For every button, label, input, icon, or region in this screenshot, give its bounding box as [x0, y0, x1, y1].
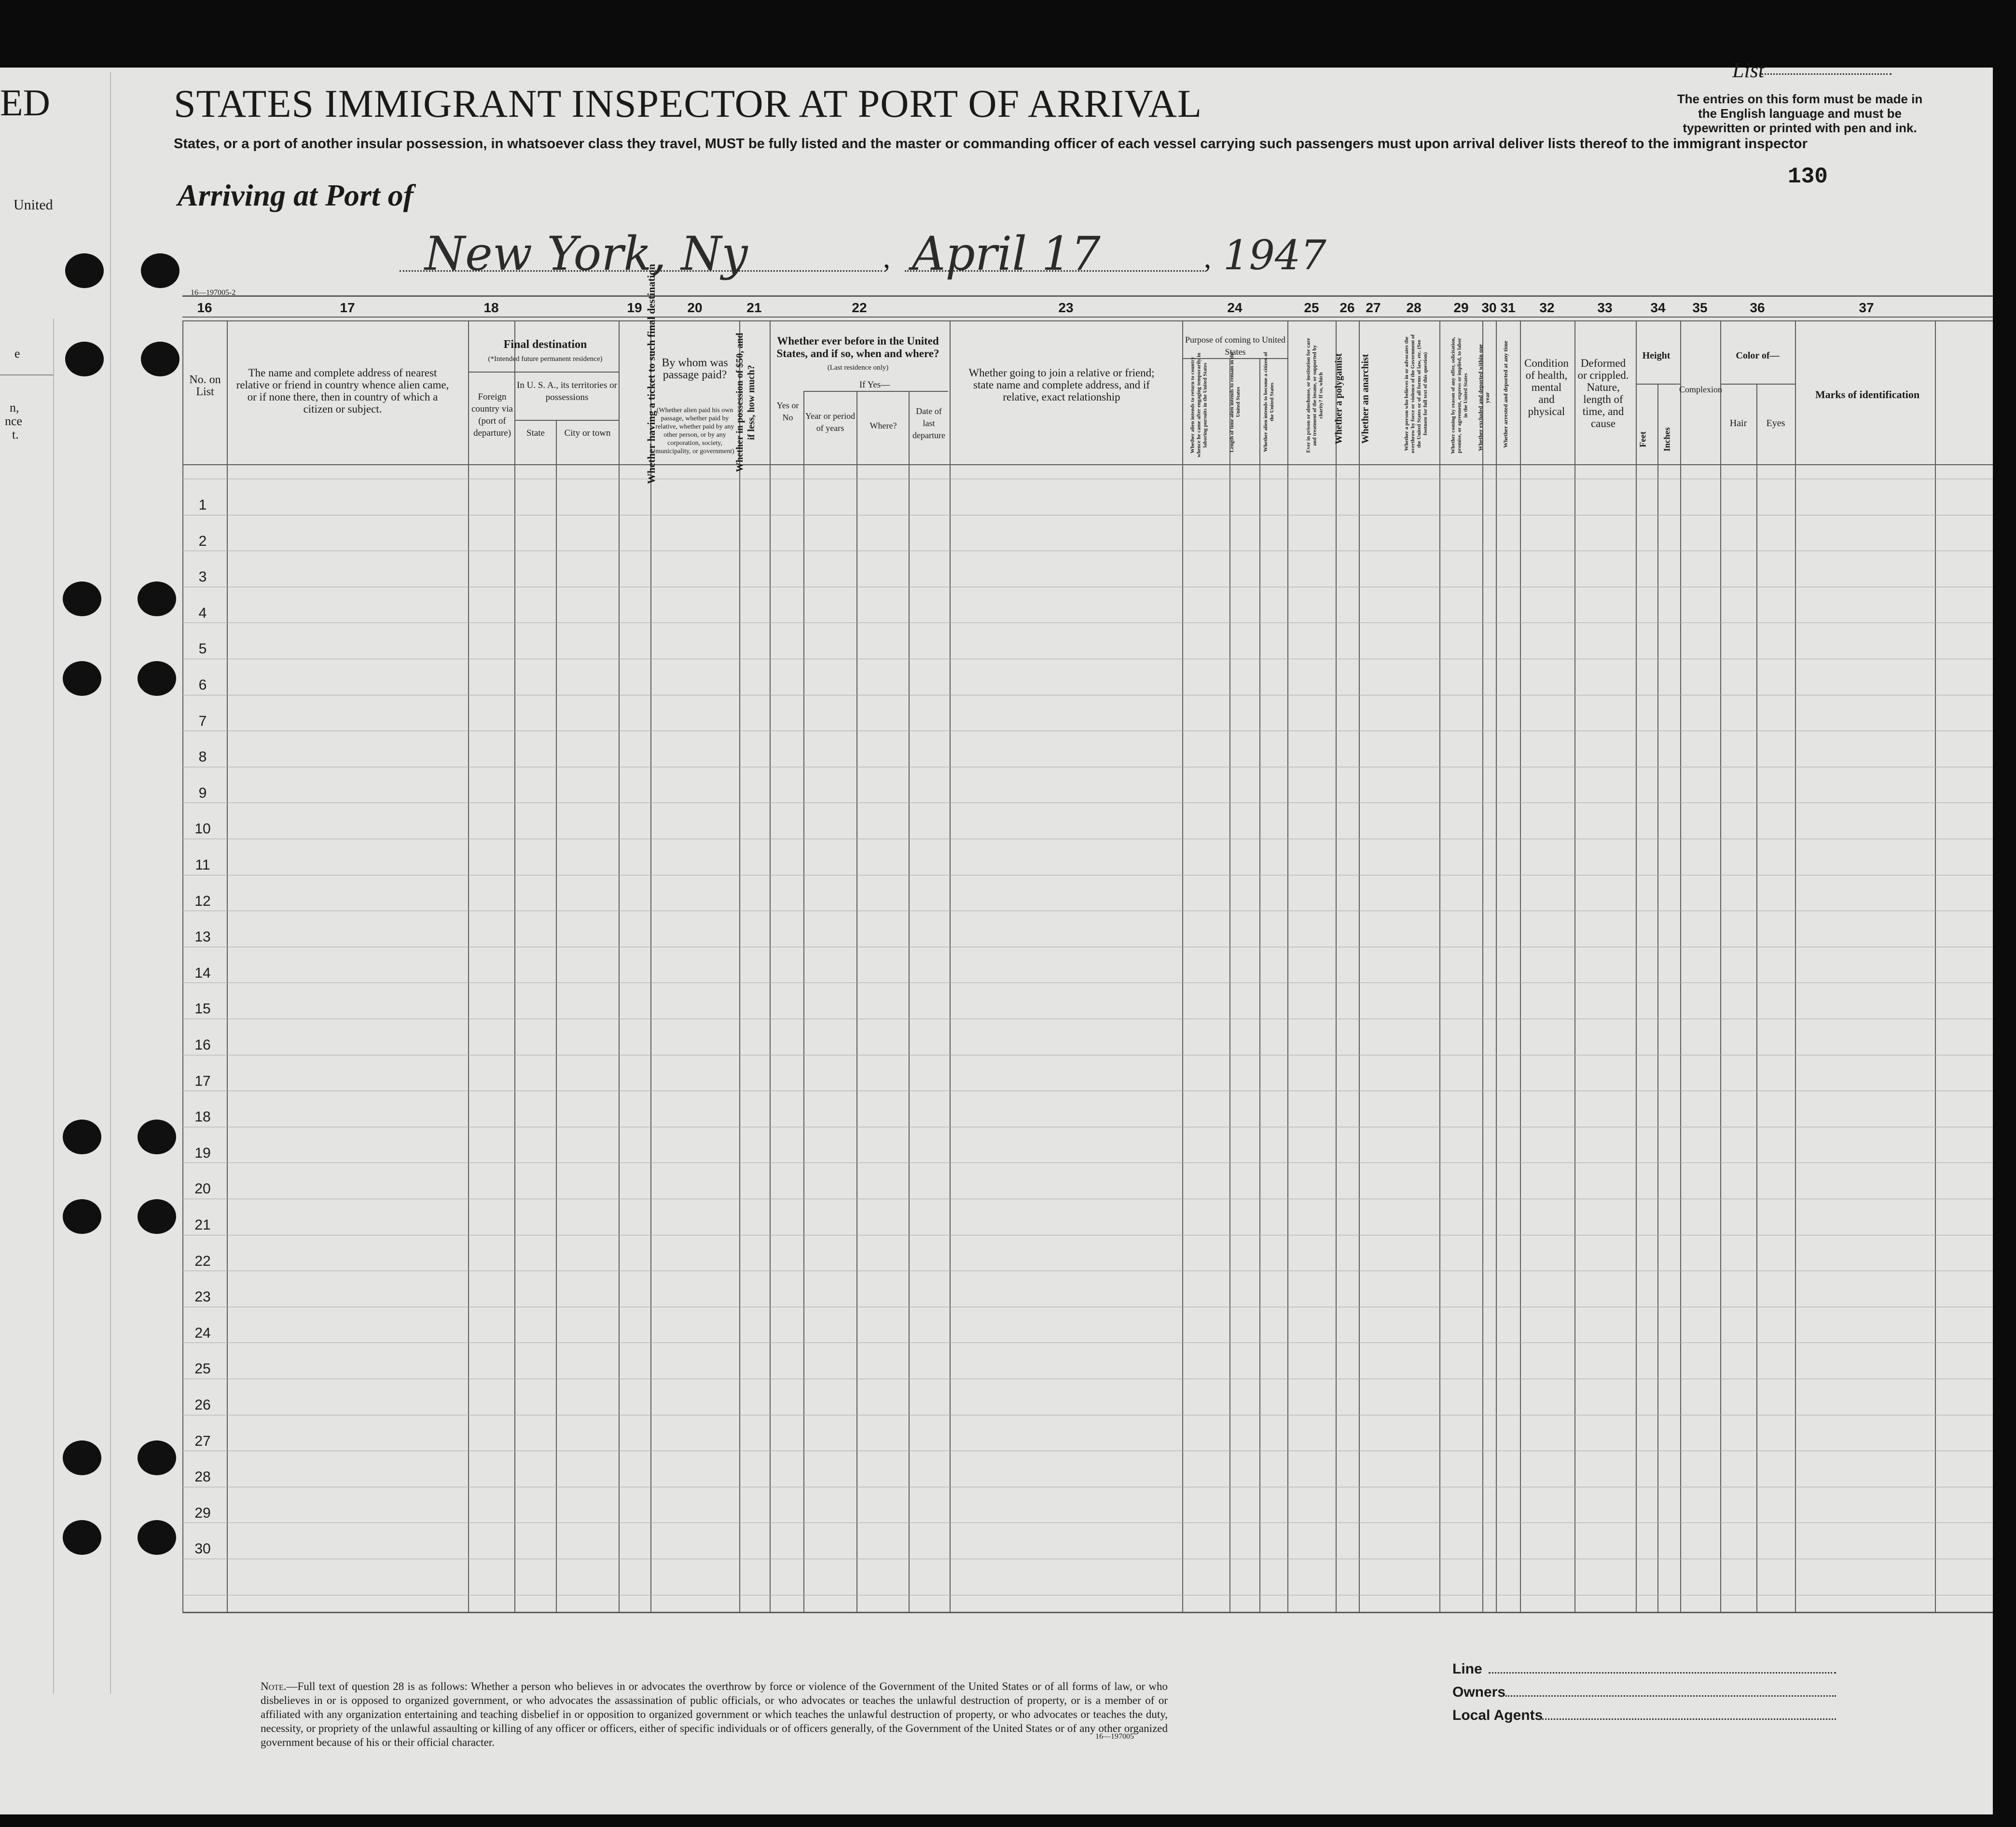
form-instructions: The entries on this form must be made in the English language and must be typewritten or printed with pen and ink. [1677, 92, 1923, 135]
row-number: 25 [194, 1361, 211, 1377]
stub-rule [0, 374, 53, 375]
binding-hole [138, 1520, 176, 1555]
column-number: 30 [1481, 300, 1497, 315]
row-number: 30 [194, 1541, 211, 1557]
col22-sub: (Last residence only) [827, 364, 889, 372]
col22-rule [803, 391, 948, 392]
column-rule [650, 320, 651, 1612]
binding-hole [65, 342, 104, 376]
row-number: 16 [194, 1037, 211, 1053]
row-rule [182, 1522, 1993, 1523]
column-number: 19 [627, 300, 642, 315]
row-number: 9 [198, 785, 207, 801]
subcolumn-rule [1657, 384, 1658, 1612]
stub-text: n, [10, 401, 19, 415]
col19-header: Whether having a ticket to such final destination [645, 263, 657, 484]
column-number: 34 [1650, 300, 1666, 315]
col34-feet: Feet [1638, 431, 1648, 447]
column-rule [739, 320, 740, 1612]
col22-yesno: Yes or No [776, 401, 799, 422]
column-rule [1720, 320, 1721, 1612]
col36-hair: Hair [1729, 418, 1747, 429]
col24-title: Purpose of coming to United States [1185, 335, 1285, 357]
binding-hole [63, 661, 101, 696]
column-rule [1574, 320, 1575, 1612]
header-bottom-rule [182, 464, 1993, 465]
binding-hole [138, 1199, 176, 1234]
row-number: 2 [198, 533, 207, 549]
table-bottom-rule [182, 1612, 1993, 1613]
row-number: 11 [195, 857, 210, 873]
col25-header: Ever in prison or almshouse, or institution for care and treatment of the insane, or supported by charity? If so, which [1305, 338, 1324, 453]
column-number: 32 [1539, 300, 1555, 315]
binding-hole [63, 1520, 101, 1555]
binding-hole [63, 1440, 101, 1475]
col36-rule [1720, 384, 1795, 385]
binding-hole [141, 253, 180, 288]
binding-hole [63, 581, 101, 616]
col20-note: (Whether alien paid his own passage, whether paid by relative, whether paid by any other person, or by any corporation, society, municipality, or government) [655, 407, 734, 455]
comma: , [1204, 242, 1211, 274]
column-rule [770, 320, 771, 1612]
row-number: 7 [198, 713, 207, 729]
footnote-label: Note. [261, 1680, 287, 1692]
column-number: 25 [1304, 300, 1319, 315]
column-rule [1359, 320, 1360, 1612]
row-number: 12 [194, 893, 211, 909]
row-number: 1 [198, 497, 207, 513]
subcolumn-rule [803, 391, 804, 1612]
binding-hole [141, 342, 180, 376]
subcolumn-rule [909, 391, 910, 1612]
col26-header: Whether a polygamist [1333, 353, 1344, 444]
col21-header: Whether in possession of $50, and if less, how much? [734, 332, 757, 472]
row-number: 3 [198, 569, 207, 585]
col18-title: Final destination [503, 338, 587, 351]
binding-hole [63, 1120, 101, 1154]
stub-text: e [14, 346, 20, 360]
col34-title: Height [1642, 350, 1671, 361]
colnum-rule [182, 317, 1993, 318]
row-number: 14 [194, 965, 211, 981]
column-number: 23 [1058, 300, 1074, 315]
row-number: 21 [194, 1217, 211, 1233]
port-handwriting[interactable]: New York, Ny [425, 227, 748, 281]
form-subtitle: States, or a port of another insular possession, in whatsoever class they travel, MUST be fully listed and the master or commanding officer of each vessel carrying such passengers must upon arrival deliver lists thereof to the immigrant inspector [174, 136, 1808, 152]
binding-hole [63, 1199, 101, 1234]
stub-letters: ED [0, 82, 50, 124]
fold-line [110, 72, 111, 1694]
col22-ifyes: If Yes— [859, 380, 890, 390]
column-number: 26 [1339, 300, 1355, 315]
col31-header: Whether arrested and deported at any time [1502, 340, 1509, 448]
comma: , [883, 242, 890, 274]
row-number: 19 [194, 1145, 211, 1161]
column-rule [182, 320, 183, 1612]
owners-label: Owners [1452, 1684, 1506, 1700]
column-number: 31 [1500, 300, 1516, 315]
column-rule [1287, 320, 1288, 1612]
colnum-rule [182, 320, 1993, 321]
footer-form-code: 16—197005 [1095, 1732, 1134, 1741]
row-number: 20 [194, 1181, 211, 1197]
row-number: 13 [194, 929, 211, 945]
col29-header: Whether coming by reason of any offer, solicitation, promise, or agreement, express or implied, to labor in the United States [1450, 337, 1469, 454]
line-field[interactable] [1489, 1672, 1836, 1674]
row-number: 28 [194, 1469, 211, 1485]
binding-hole [138, 1440, 176, 1475]
col23-header: Whether going to join a relative or friend; state name and complete address, and if relative, exact relationship [968, 367, 1155, 403]
local-agents-label: Local Agents [1452, 1707, 1543, 1723]
column-number: 17 [340, 300, 355, 315]
col24-a: Whether alien intends to return to country whence he came after engaging temporarily in laboring pursuits in the United States [1189, 353, 1208, 457]
page-number: 130 [1788, 164, 1828, 189]
line-label: Line [1452, 1661, 1482, 1677]
col22-title: Whether ever before in the United States, and if so, when and where? [776, 335, 939, 360]
column-number: 33 [1597, 300, 1613, 315]
form-title: STATES IMMIGRANT INSPECTOR AT PORT OF ARRIVAL [174, 82, 1202, 125]
col24-c: Whether alien intends to become a citizen of the United States [1263, 352, 1275, 452]
binding-hole [138, 581, 176, 616]
col24-b: Length of time alien intends to remain in the United States [1229, 351, 1241, 453]
col16-header: No. on List [189, 374, 221, 398]
col27-header: Whether an anarchist [1360, 354, 1371, 444]
col18-rule [514, 420, 619, 421]
column-number: 37 [1859, 300, 1874, 315]
row-number: 18 [194, 1109, 211, 1125]
column-rule [1482, 320, 1483, 1612]
manifest-page [0, 68, 1993, 1814]
column-rule [1520, 320, 1521, 1612]
date-handwriting[interactable]: April 17 [912, 227, 1101, 281]
column-rule [1795, 320, 1796, 1612]
row-number: 23 [194, 1289, 211, 1305]
row-number: 22 [194, 1253, 211, 1269]
fold-line [53, 318, 54, 1694]
column-number: 21 [746, 300, 762, 315]
row-number: 6 [198, 677, 207, 693]
col30-header: Whether excluded and deported within one year [1477, 344, 1491, 451]
column-number: 28 [1406, 300, 1422, 315]
col22-years: Year or period of years [805, 411, 856, 433]
row-number: 15 [194, 1001, 211, 1017]
column-rule [1680, 320, 1681, 1612]
row-number: 17 [194, 1073, 211, 1089]
col18-usa: In U. S. A., its territories or possessions [517, 380, 617, 402]
column-number: 20 [687, 300, 703, 315]
stub-text: nce [5, 414, 23, 428]
column-rule [1935, 320, 1936, 1612]
subcolumn-rule [556, 420, 557, 1612]
column-rule [619, 320, 620, 1612]
row-number: 27 [194, 1433, 211, 1449]
col34-inches: Inches [1662, 427, 1672, 452]
column-number: 29 [1453, 300, 1469, 315]
binding-hole [138, 661, 176, 696]
col18-foreign: Foreign country via (port of departure) [471, 392, 513, 438]
row-number: 4 [198, 605, 207, 621]
subcolumn-rule [1756, 384, 1757, 1612]
footnote-text: —Full text of question 28 is as follows: Whether a person who believes in or advocates the overthrow by force or violence of the Government of the United States or of all forms of law, or who disbelieves in or is opposed to organized government, or who advocates the assassination of public officials, or who advocates or teaches the unlawful destruction of property, or is a member of or affiliated with any organization entertaining and teaching disbelief in or opposition to organized government or which teaches the unlawful destruction of property, or who advocates or teaches the duty, necessity, or propriety of the unlawful assaulting or killing of any officer or officers, either of specific individuals or of officers generally, of the Government of the United States or of any other organized government because of his or their official character. [261, 1680, 1168, 1748]
col35-header: Complexion [1679, 385, 1722, 394]
column-rule [468, 320, 469, 1612]
column-rule [1182, 320, 1183, 1612]
stub-text: United [14, 197, 53, 213]
col18-city: City or town [564, 428, 611, 438]
col22-where: Where? [870, 421, 897, 430]
column-number: 35 [1692, 300, 1708, 315]
subcolumn-rule [856, 391, 857, 1612]
column-rule [1496, 320, 1497, 1612]
column-number: 18 [483, 300, 499, 315]
column-number: 16 [197, 300, 212, 315]
col17-header: The name and complete address of nearest relative or friend in country whence alien came, or if none there, then in country of which a citizen or subject. [236, 367, 449, 415]
col36-title: Color of— [1736, 350, 1780, 361]
column-number: 22 [852, 300, 867, 315]
subcolumn-rule [514, 372, 515, 1612]
column-rule [950, 320, 951, 1612]
column-rule [1636, 320, 1637, 1612]
col22-date: Date of last departure [912, 406, 945, 440]
column-number: 24 [1227, 300, 1243, 315]
form-code: 16—197005-2 [191, 289, 236, 297]
row-number: 5 [198, 641, 207, 657]
arriving-label: Arriving at Port of [178, 178, 414, 212]
col18-sub: (*Intended future permanent residence) [488, 355, 603, 363]
footnote [261, 1679, 1168, 1749]
table-top-rule [182, 295, 1993, 297]
row-number: 10 [194, 821, 211, 837]
binding-hole [138, 1120, 176, 1154]
col28-header: Whether a person who believes in or advocates the overthrow by force or violence of the Government of the United States or of all forms of law, etc. (See footnote for full text of this question) [1404, 334, 1428, 454]
owners-field[interactable] [1505, 1695, 1836, 1697]
row-number: 29 [194, 1505, 211, 1521]
binding-hole [65, 253, 104, 288]
subcolumn-rule [1229, 358, 1230, 1612]
subcolumn-rule [1259, 358, 1260, 1612]
row-number: 8 [198, 749, 207, 765]
local-agents-field[interactable] [1539, 1718, 1836, 1720]
stub-text: t. [12, 428, 19, 442]
year-handwriting[interactable]: 1947 [1223, 232, 1326, 279]
col37-header: Marks of identification [1815, 388, 1920, 401]
col33-header: Deformed or crippled. Nature, length of time, and cause [1577, 357, 1629, 429]
column-number: 36 [1750, 300, 1765, 315]
col20-title: By whom was passage paid? [662, 357, 728, 381]
col18-state: State [526, 428, 545, 438]
row-number: 26 [194, 1397, 211, 1413]
list-field[interactable] [1761, 73, 1892, 75]
list-label: List [1732, 58, 1765, 82]
col32-header: Condition of health, mental and physical [1524, 357, 1569, 417]
column-number: 27 [1366, 300, 1381, 315]
col36-eyes: Eyes [1766, 418, 1785, 429]
col18-rule [468, 372, 619, 373]
row-number: 24 [194, 1325, 211, 1341]
column-rule [1336, 320, 1337, 1612]
column-rule [227, 320, 228, 1612]
column-rule [1439, 320, 1440, 1612]
